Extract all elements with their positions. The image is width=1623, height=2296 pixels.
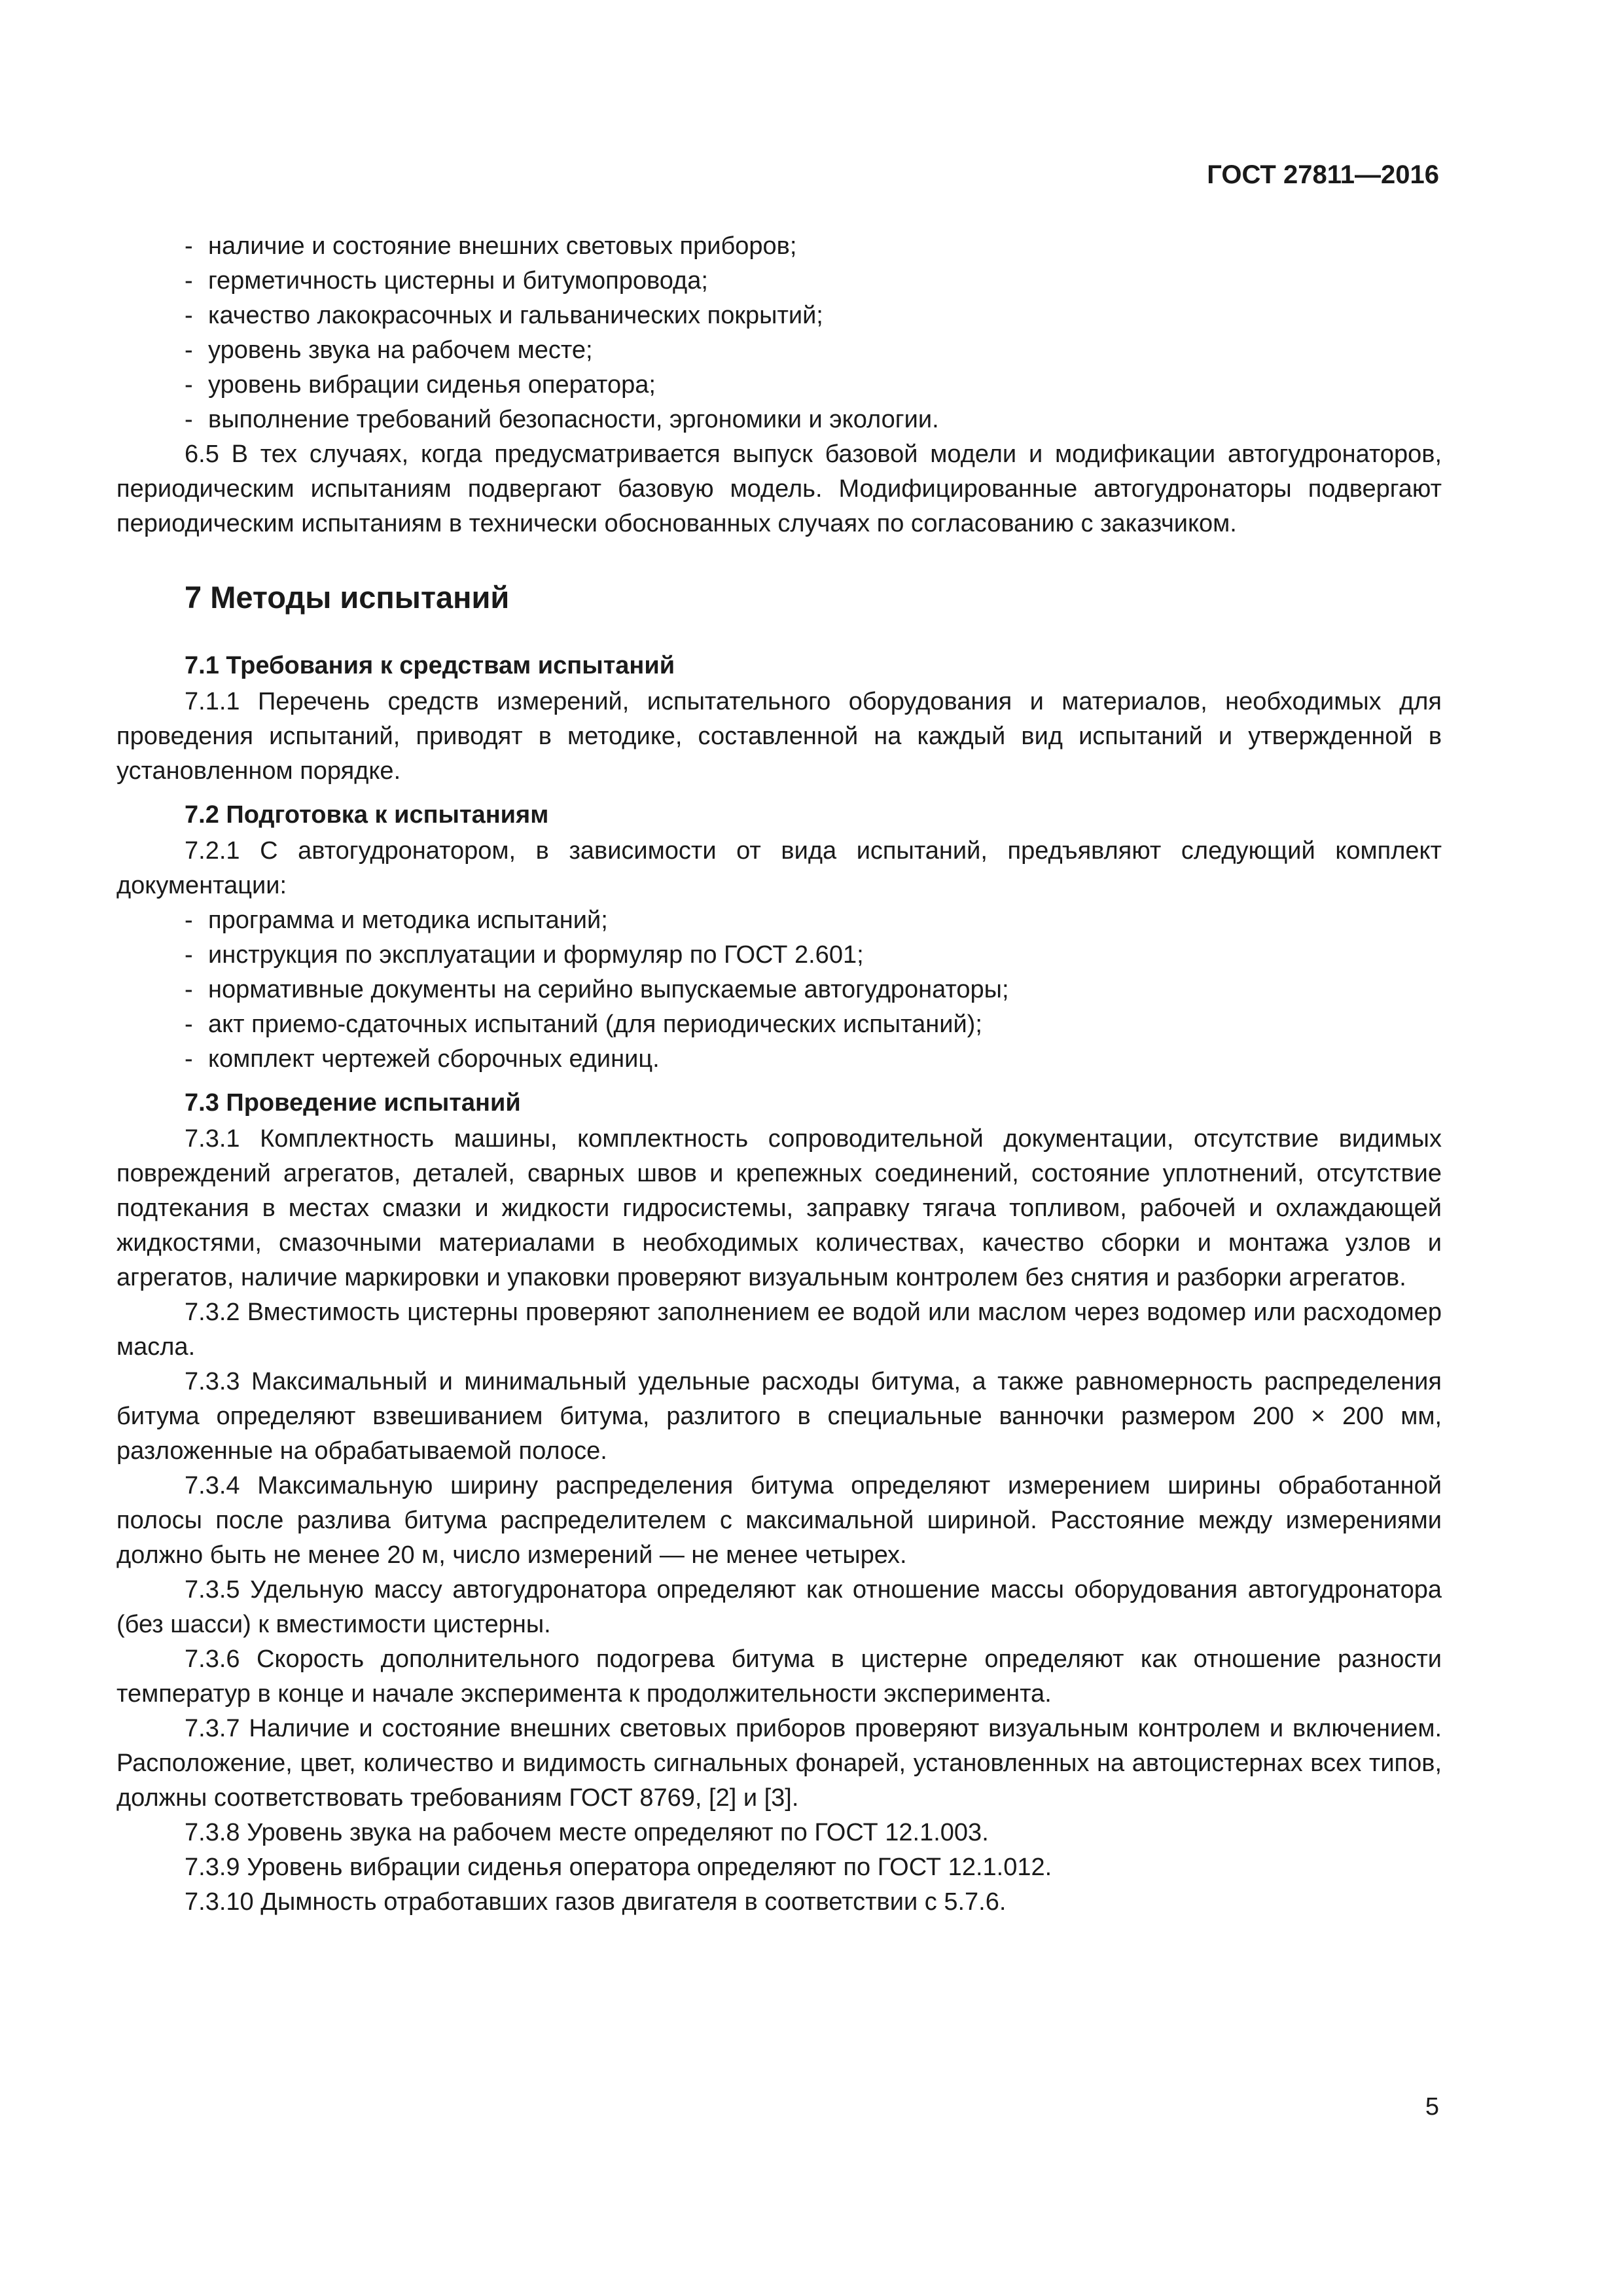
list-item-text: наличие и состояние внешних световых приборов; — [208, 232, 797, 260]
paragraph-7-3-8: 7.3.8 Уровень звука на рабочем месте определяют по ГОСТ 12.1.003. — [185, 1819, 989, 1846]
list-item-text: уровень вибрации сиденья оператора; — [208, 371, 656, 399]
list-item: - программа и методика испытаний; — [116, 903, 1442, 938]
check-list — [116, 229, 1442, 437]
list-item-text: нормативные документы на серийно выпускаемые автогудронаторы; — [208, 976, 1009, 1003]
subsection-7-2-heading: 7.2 Подготовка к испытаниям — [185, 801, 549, 829]
list-item: - нормативные документы на серийно выпускаемые автогудронаторы; — [116, 973, 1442, 1007]
paragraph-7-3-6: 7.3.6 Скорость дополнительного подогрева битума в цистерне определяют как отношение разности температур в конце и начале эксперимента к продолжительности эксперимента. — [116, 1645, 1442, 1708]
list-item: - выполнение требований безопасности, эргономики и экологии. — [116, 403, 1442, 437]
documentation-list — [116, 903, 1442, 1077]
list-item: - уровень звука на рабочем месте; — [116, 333, 1442, 368]
list-item: - уровень вибрации сиденья оператора; — [116, 368, 1442, 403]
subsection-7-1-heading: 7.1 Требования к средствам испытаний — [185, 652, 675, 679]
list-item-text: герметичность цистерны и битумопровода; — [208, 267, 708, 295]
list-item: - наличие и состояние внешних световых приборов; — [116, 229, 1442, 264]
list-item-text: уровень звука на рабочем месте; — [208, 336, 593, 364]
list-item-text: качество лакокрасочных и гальванических покрытий; — [208, 302, 823, 329]
list-item: - акт приемо-сдаточных испытаний (для периодических испытаний); — [116, 1007, 1442, 1042]
list-item: - качество лакокрасочных и гальванических покрытий; — [116, 298, 1442, 333]
list-item: - комплект чертежей сборочных единиц. — [116, 1042, 1442, 1077]
list-item-text: инструкция по эксплуатации и формуляр по ГОСТ 2.601; — [208, 941, 864, 969]
subsection-7-3-heading: 7.3 Проведение испытаний — [185, 1089, 521, 1117]
paragraph-7-2-1: 7.2.1 С автогудронатором, в зависимости от вида испытаний, предъявляют следующий комплект документации: — [116, 837, 1442, 899]
section-7-heading: 7 Методы испытаний — [185, 580, 510, 615]
paragraph-7-3-10: 7.3.10 Дымность отработавших газов двигателя в соответствии с 5.7.6. — [185, 1888, 1007, 1916]
page-number: 5 — [1425, 2093, 1439, 2121]
paragraph-7-3-3: 7.3.3 Максимальный и минимальный удельные расходы битума, а также равномерность распределения битума определяют взвешиванием битума, разлитого в специальные ванночки размером 200 × 200 мм, разложенные на обрабатываемой полосе. — [116, 1368, 1442, 1465]
paragraph-7-3-4: 7.3.4 Максимальную ширину распределения битума определяют измерением ширины обработанной полосы после разлива битума распределителем с максимальной шириной. Расстояние между измерениями должно быть не менее 20 м, число измерений — не менее четырех. — [116, 1472, 1442, 1569]
list-item-text: программа и методика испытаний; — [208, 906, 608, 934]
list-item: - инструкция по эксплуатации и формуляр по ГОСТ 2.601; — [116, 938, 1442, 973]
list-item-text: комплект чертежей сборочных единиц. — [208, 1045, 660, 1073]
paragraph-6-5: 6.5 В тех случаях, когда предусматривается выпуск базовой модели и модификации автогудронаторов, периодическим испытаниям подвергают базовую модель. Модифицированные автогудронаторы подвергают периодическим испытаниям в технически обоснованных случаях по согласованию с заказчиком. — [116, 440, 1442, 537]
paragraph-7-3-9: 7.3.9 Уровень вибрации сиденья оператора определяют по ГОСТ 12.1.012. — [185, 1854, 1052, 1881]
list-item: - герметичность цистерны и битумопровода; — [116, 264, 1442, 298]
paragraph-7-3-5: 7.3.5 Удельную массу автогудронатора определяют как отношение массы оборудования автогудронатора (без шасси) к вместимости цистерны. — [116, 1576, 1442, 1638]
paragraph-7-3-7: 7.3.7 Наличие и состояние внешних световых приборов проверяют визуальным контролем и включением. Расположение, цвет, количество и видимость сигнальных фонарей, установленных на автоцистернах всех типов, должны соответствовать требованиям ГОСТ 8769, [2] и [3]. — [116, 1715, 1442, 1812]
page-content — [116, 229, 1442, 1920]
paragraph-7-3-2: 7.3.2 Вместимость цистерны проверяют заполнением ее водой или маслом через водомер или расходомер масла. — [116, 1299, 1442, 1361]
list-item-text: акт приемо-сдаточных испытаний (для периодических испытаний); — [208, 1011, 982, 1038]
list-item-text: выполнение требований безопасности, эргономики и экологии. — [208, 406, 939, 433]
document-code-header: ГОСТ 27811—2016 — [1207, 160, 1439, 189]
paragraph-7-1-1: 7.1.1 Перечень средств измерений, испытательного оборудования и материалов, необходимых для проведения испытаний, приводят в методике, составленной на каждый вид испытаний и утвержденной в установленном порядке. — [116, 688, 1442, 785]
paragraph-7-3-1: 7.3.1 Комплектность машины, комплектность сопроводительной документации, отсутствие видимых повреждений агрегатов, деталей, сварных швов и крепежных соединений, состояние уплотнений, отсутствие подтекания в местах смазки и жидкости гидросистемы, заправку тягача топливом, рабочей и охлаждающей жидкостями, смазочными материалами в необходимых количествах, качество сборки и монтажа узлов и агрегатов, наличие маркировки и упаковки проверяют визуальным контролем без снятия и разборки агрегатов. — [116, 1125, 1442, 1291]
